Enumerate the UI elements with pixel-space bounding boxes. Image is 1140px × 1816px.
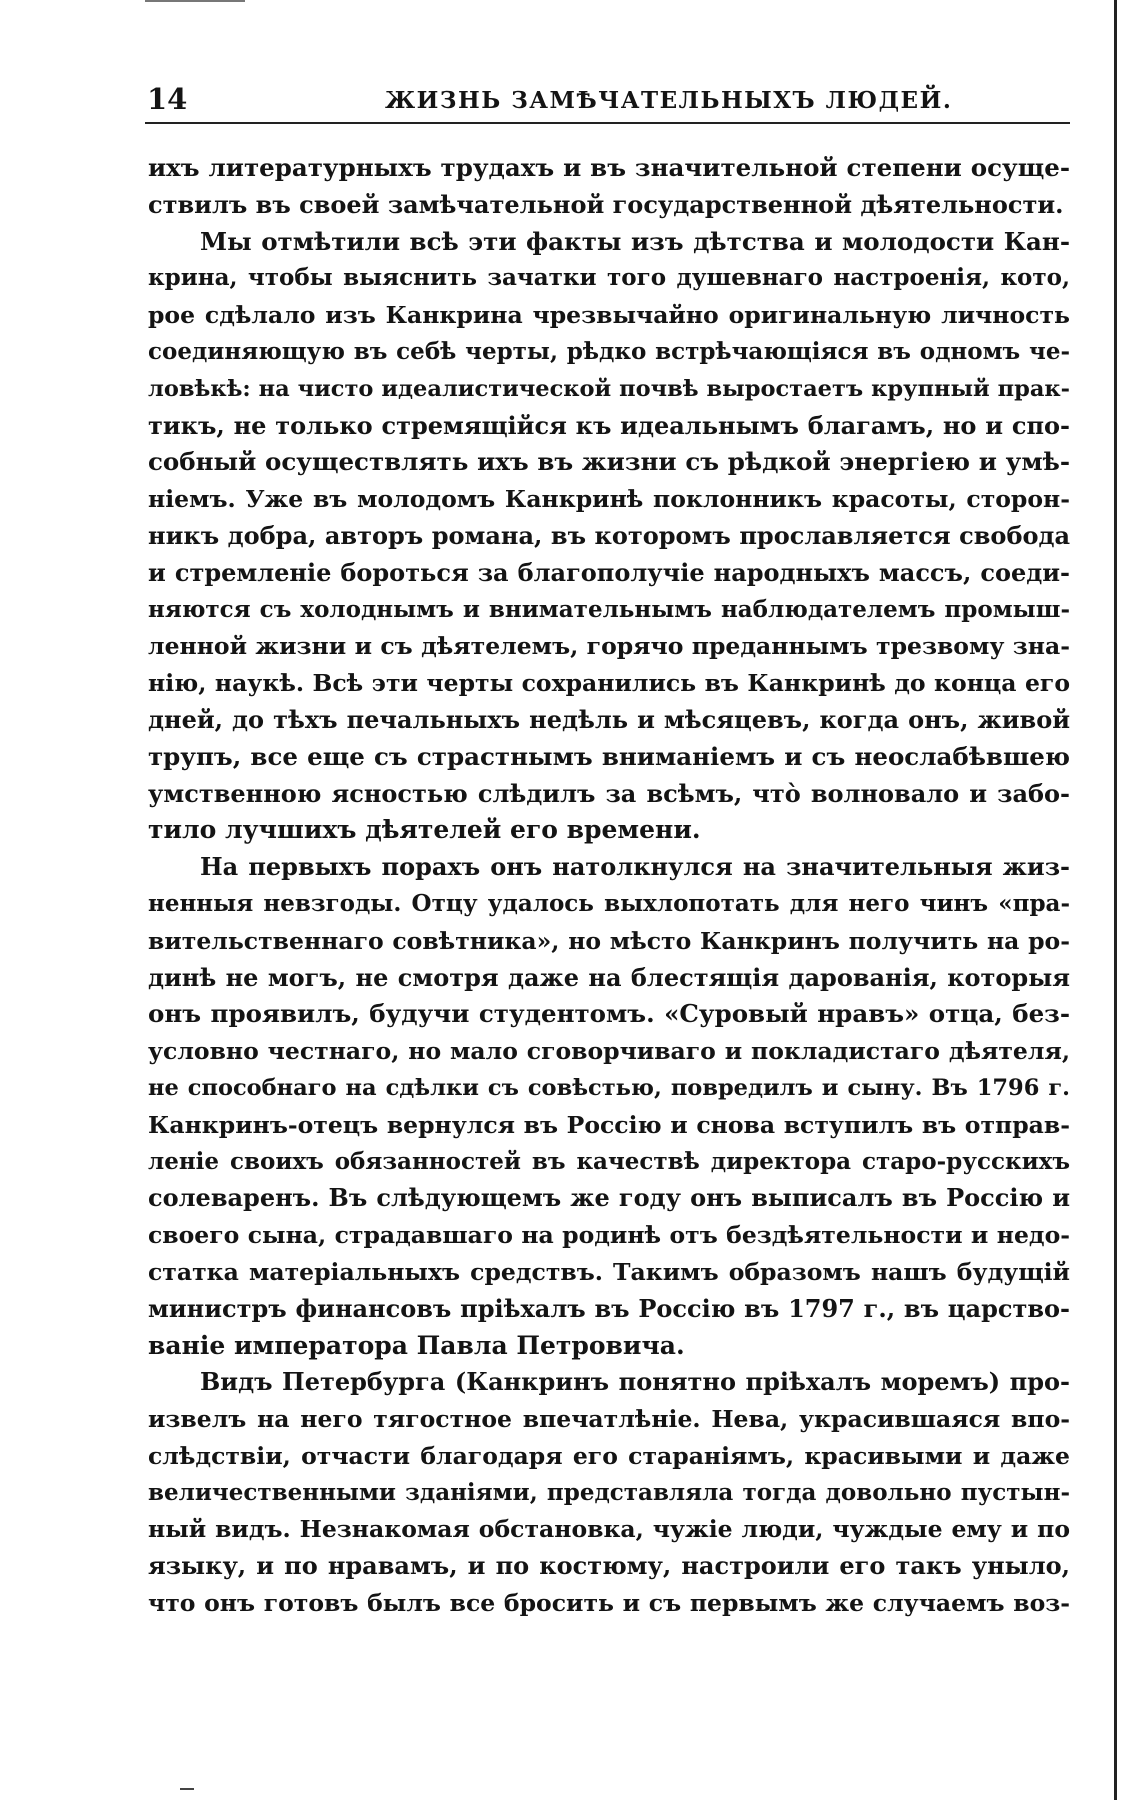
text-line: министръ финансовъ пріѣхалъ въ Россію въ 1797 г., въ царство- [148,1293,1070,1323]
text-line: трупъ, все еще съ страстнымъ вниманіемъ и съ неослабѣвшею [148,741,1070,771]
page-edge-line [1114,0,1117,1800]
text-line: тикъ, не только стремящійся къ идеальнымъ благамъ, но и спо- [148,410,1070,440]
text-line: собный осуществлять ихъ въ жизни съ рѣдкой энергіею и умѣ- [148,447,1070,477]
text-line: своего сына, страдавшаго на родинѣ отъ бездѣятельности и недо- [148,1221,1070,1250]
text-line: тило лучшихъ дѣятелей его времени. [148,815,701,845]
text-line: динѣ не могъ, не смотря даже на блестящія дарованія, которыя [148,962,1070,992]
text-line: языку, и по нравамъ, и по костюму, настроили его такъ уныло, [148,1551,1070,1581]
text-line: слѣдствіи, отчасти благодаря его стараніямъ, красивыми и даже [148,1441,1070,1470]
text-line: вительственнаго совѣтника», но мѣсто Канкринъ получить на ро- [148,926,1070,955]
text-line: ихъ литературныхъ трудахъ и въ значительной степени осуще- [148,153,1070,182]
page-header [145,82,1070,124]
text-line: величественными зданіями, представляла тогда довольно пустын- [148,1478,1070,1506]
text-line: соединяющую въ себѣ черты, рѣдко встрѣчающіяся въ одномъ че- [148,337,1070,365]
text-line: не способнаго на сдѣлки съ совѣстью, повредилъ и сыну. Въ 1796 г. [148,1074,1070,1101]
body-text [148,150,1070,1622]
text-line: леніе своихъ обязанностей въ качествѣ директора старо-русскихъ [148,1147,1070,1175]
top-edge-mark [145,0,245,7]
text-line: солеваренъ. Въ слѣдующемъ же году онъ выписалъ въ Россію и [148,1183,1070,1213]
text-line: онъ проявилъ, будучи студентомъ. «Суровый нравъ» отца, без- [148,999,1070,1029]
text-line: никъ добра, авторъ романа, въ которомъ прославляется свобода [148,520,1070,550]
text-line: нію, наукѣ. Всѣ эти черты сохранились въ Канкринѣ до конца его [148,669,1070,698]
text-line: извелъ на него тягостное впечатлѣніе. Нева, украсившаяся впо- [148,1405,1070,1434]
bottom-edge-mark [180,1788,194,1790]
text-line: Канкринъ-отецъ вернулся въ Россію и снова вступилъ въ отправ- [148,1110,1070,1139]
text-line: Мы отмѣтили всѣ эти факты изъ дѣтства и молодости Кан- [200,226,1070,256]
text-line: и стремленіе бороться за благополучіе народныхъ массъ, соеди- [148,557,1070,587]
text-line: Видъ Петербурга (Канкринъ понятно пріѣхалъ моремъ) про- [200,1367,1070,1397]
text-line: ный видъ. Незнакомая обстановка, чужіе люди, чуждые ему и по [148,1515,1070,1544]
text-line: ловѣкѣ: на чисто идеалистической почвѣ выростаетъ крупный прак- [148,375,1070,402]
text-line: На первыхъ порахъ онъ натолкнулся на значительныя жиз- [200,852,1070,882]
text-line: ніемъ. Уже въ молодомъ Канкринѣ поклонникъ красоты, сторон- [148,485,1070,514]
text-line: умственною ясностью слѣдилъ за всѣмъ, что̀ волновало и забо- [148,778,1070,808]
text-line: условно честнаго, но мало сговорчиваго и покладистаго дѣятеля, [148,1037,1070,1066]
text-line: ствилъ въ своей замѣчательной государственной дѣятельности. [148,189,1064,219]
text-line: крина, чтобы выяснить зачатки того душевнаго настроенія, кото, [148,264,1070,292]
text-line: статка матеріальныхъ средствъ. Такимъ образомъ нашъ будущій [148,1257,1070,1286]
text-line: рое сдѣлало изъ Канкрина чрезвычайно оригинальную личность [148,301,1070,330]
text-line: няются съ холоднымъ и внимательнымъ наблюдателемъ промыш- [148,595,1070,623]
text-line: что онъ готовъ былъ все бросить и съ первымъ же случаемъ воз- [148,1589,1070,1618]
text-line: ненныя невзгоды. Отцу удалось выхлопотать для него чинъ «пра- [148,889,1070,917]
page-number: 14 [147,82,188,116]
text-line: дней, до тѣхъ печальныхъ недѣль и мѣсяцевъ, когда онъ, живой [148,704,1070,734]
text-line: ваніе императора Павла Петровича. [148,1330,685,1360]
running-title: ЖИЗНЬ ЗАМѢЧАТЕЛЬНЫХЪ ЛЮДЕЙ. [385,87,953,114]
text-line: ленной жизни и съ дѣятелемъ, горячо преданнымъ трезвому зна- [148,632,1070,661]
